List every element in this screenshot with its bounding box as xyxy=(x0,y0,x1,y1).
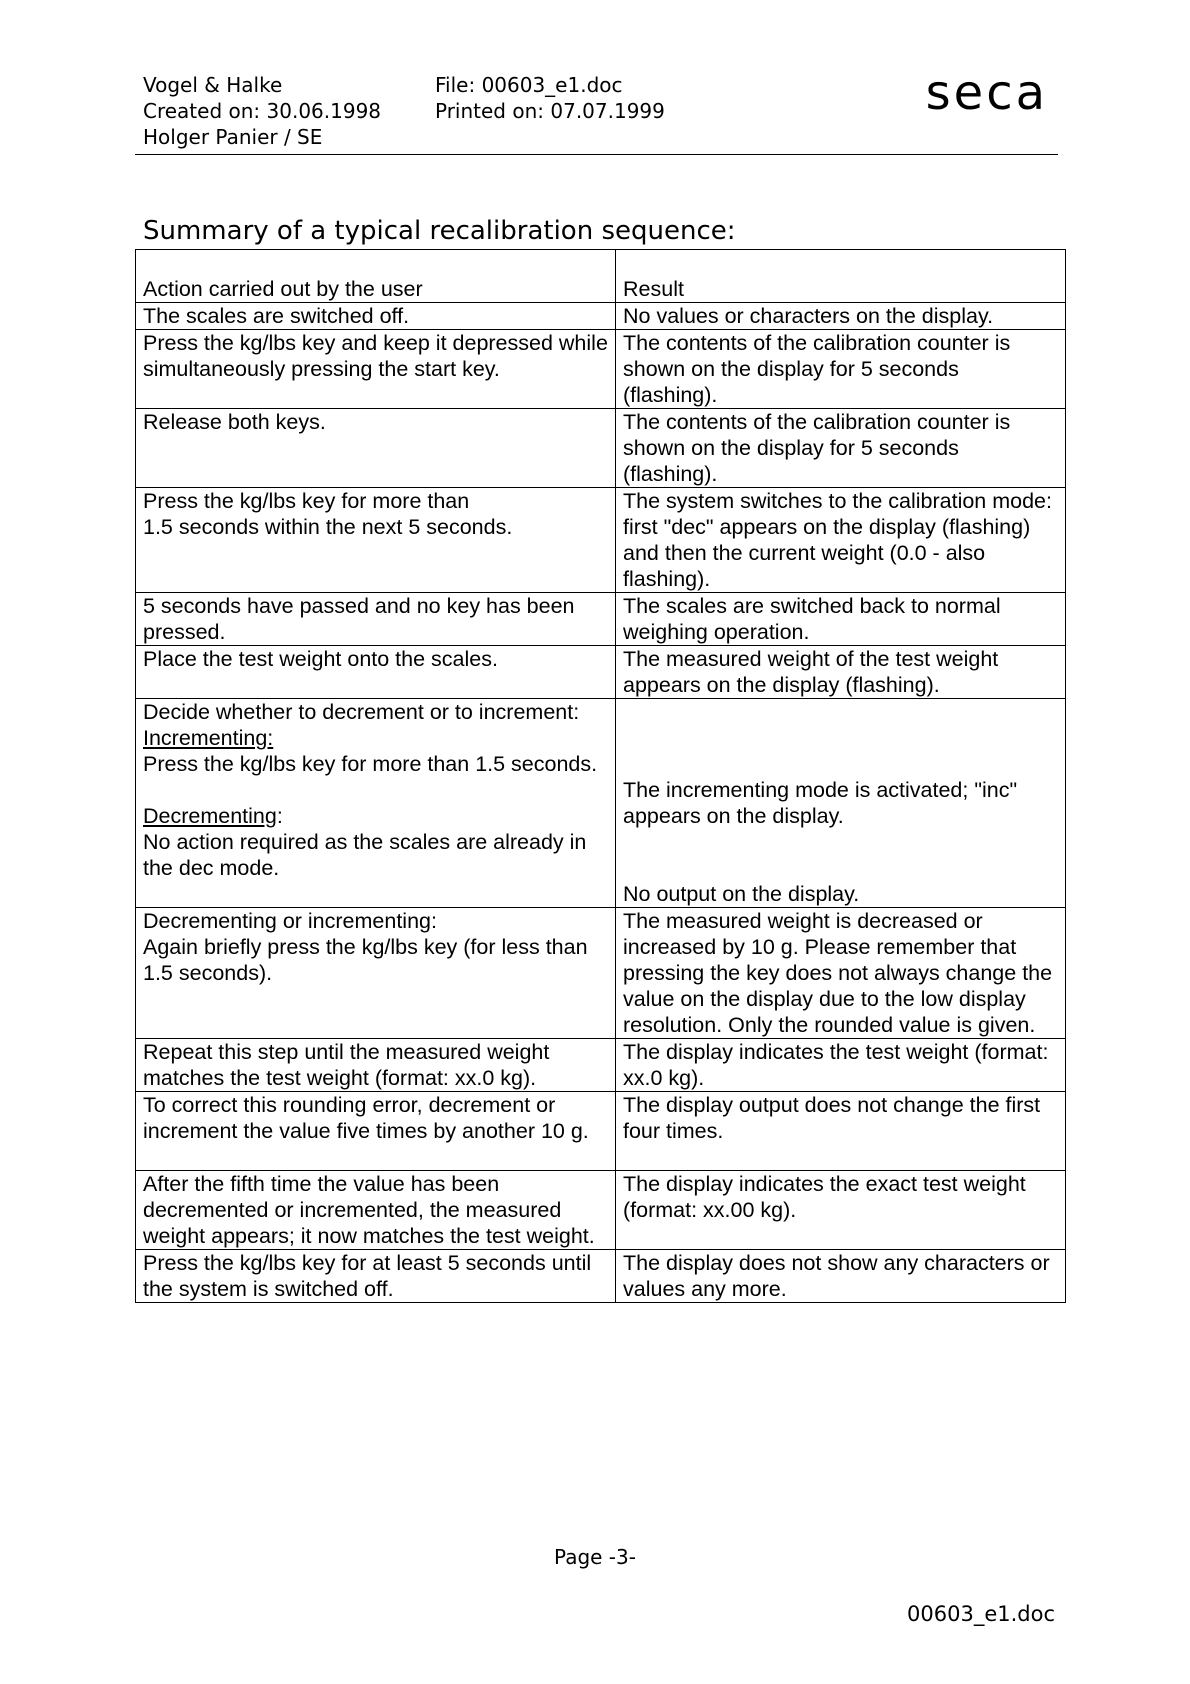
company-name: Vogel & Halke xyxy=(143,73,283,97)
incrementing-result: The incrementing mode is activated; "inc" appears on the display. xyxy=(623,778,1018,828)
table-top-spacer xyxy=(136,250,1066,277)
result-cell: The contents of the calibration counter is shown on the display for 5 seconds (flashing). xyxy=(616,330,1066,409)
printed-date: Printed on: 07.07.1999 xyxy=(435,99,665,123)
incrementing-text: Press the kg/lbs key for more than 1.5 seconds. xyxy=(143,752,598,776)
author: Holger Panier / SE xyxy=(143,125,323,149)
action-cell: Release both keys. xyxy=(136,409,616,488)
decrementing-label: Decrementing xyxy=(143,804,277,828)
result-cell: No values or characters on the display. xyxy=(616,303,1066,330)
result-cell: The display output does not change the first four times. xyxy=(616,1092,1066,1171)
page-title: Summary of a typical recalibration sequence: xyxy=(143,216,736,246)
table-row xyxy=(136,409,1066,488)
action-line: Again briefly press the kg/lbs key (for less than 1.5 seconds). xyxy=(143,935,588,985)
action-cell: The scales are switched off. xyxy=(136,303,616,330)
action-cell: After the fifth time the value has been decremented or incremented, the measured weight appears; it now matches the test weight. xyxy=(136,1171,616,1250)
incrementing-label: Incrementing: xyxy=(143,726,274,750)
table-row xyxy=(136,1092,1066,1171)
result-cell: The contents of the calibration counter is shown on the display for 5 seconds (flashing). xyxy=(616,409,1066,488)
header-left-block xyxy=(143,72,381,150)
table-row xyxy=(136,1250,1066,1303)
column-header-result: Result xyxy=(616,276,1066,303)
decision-intro: Decide whether to decrement or to increment: xyxy=(143,700,580,724)
decrementing-result: No output on the display. xyxy=(623,882,860,906)
result-cell: The display indicates the test weight (format: xx.0 kg). xyxy=(616,1039,1066,1092)
decrementing-text: No action required as the scales are already in the dec mode. xyxy=(143,830,587,880)
result-cell: The display does not show any characters or values any more. xyxy=(616,1250,1066,1303)
action-cell: Repeat this step until the measured weight matches the test weight (format: xx.0 kg). xyxy=(136,1039,616,1092)
action-cell: 5 seconds have passed and no key has been pressed. xyxy=(136,593,616,646)
action-cell: Press the kg/lbs key and keep it depressed while simultaneously pressing the start key. xyxy=(136,330,616,409)
created-date: Created on: 30.06.1998 xyxy=(143,99,382,123)
table-row xyxy=(136,908,1066,1039)
action-cell xyxy=(136,699,616,908)
result-cell xyxy=(616,699,1066,908)
decrementing-colon: : xyxy=(276,804,283,828)
table-header-row xyxy=(136,276,1066,303)
table-row xyxy=(136,488,1066,593)
table-row xyxy=(136,646,1066,699)
result-cell: The system switches to the calibration mode: first "dec" appears on the display (flashing) and then the current weight (0.0 - also flashing). xyxy=(616,488,1066,593)
recalibration-table xyxy=(135,249,1066,1303)
table-row xyxy=(136,1171,1066,1250)
page-header xyxy=(135,65,1058,155)
footer-file-name: 00603_e1.doc xyxy=(907,1602,1055,1626)
action-cell: To correct this rounding error, decrement or increment the value five times by another 10 g. xyxy=(136,1092,616,1171)
action-cell: Press the kg/lbs key for at least 5 seconds until the system is switched off. xyxy=(136,1250,616,1303)
table-row xyxy=(136,699,1066,908)
file-name: File: 00603_e1.doc xyxy=(435,73,623,97)
header-middle-block xyxy=(435,72,665,124)
table-row xyxy=(136,1039,1066,1092)
action-line: 1.5 seconds within the next 5 seconds. xyxy=(143,515,513,539)
table-row xyxy=(136,330,1066,409)
table-row xyxy=(136,593,1066,646)
action-cell: Place the test weight onto the scales. xyxy=(136,646,616,699)
page-number: Page -3- xyxy=(554,1545,636,1569)
action-cell xyxy=(136,488,616,593)
action-line: Decrementing or incrementing: xyxy=(143,909,437,933)
seca-logo: seca xyxy=(925,65,1048,121)
result-cell: The display indicates the exact test weight (format: xx.00 kg). xyxy=(616,1171,1066,1250)
column-header-action: Action carried out by the user xyxy=(136,276,616,303)
table-row xyxy=(136,303,1066,330)
action-line: Press the kg/lbs key for more than xyxy=(143,489,470,513)
decrementing-heading xyxy=(143,803,608,829)
action-cell xyxy=(136,908,616,1039)
result-cell: The scales are switched back to normal weighing operation. xyxy=(616,593,1066,646)
result-cell: The measured weight of the test weight appears on the display (flashing). xyxy=(616,646,1066,699)
result-cell: The measured weight is decreased or increased by 10 g. Please remember that pressing the key does not always change the value on the display due to the low display resolution. Only the rounded value is given. xyxy=(616,908,1066,1039)
